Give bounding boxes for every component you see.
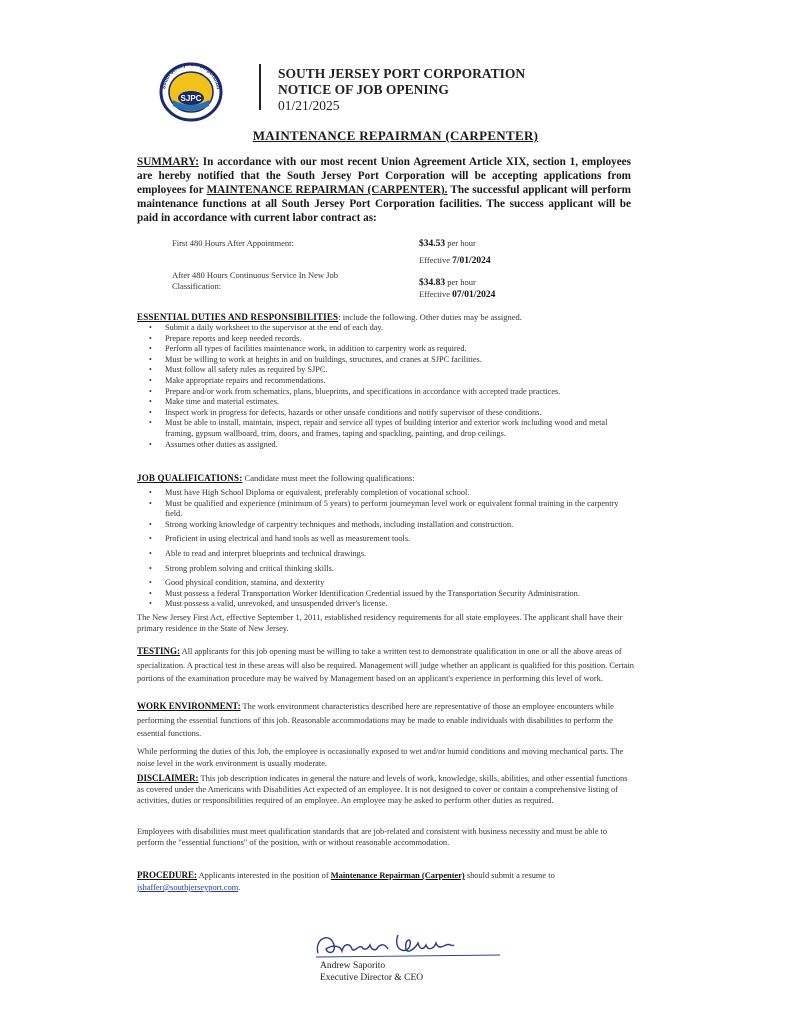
list-item: • Make appropriate repairs and recommendations. bbox=[137, 376, 637, 387]
summary-paragraph bbox=[137, 155, 631, 225]
disclaimer-paragraph bbox=[137, 773, 635, 806]
disclaimer-text: This job description indicates in general the nature and levels of work, knowledge, skills, abilities, and other essential functions as covered under the Americans with Disabilities Act expected of an employee. It is not designed to cover or contain a comprehensive listing of activities, duties or responsibilities required of an employee. An employee may be asked to perform other duties as required. bbox=[137, 774, 628, 805]
sjpc-logo bbox=[155, 58, 227, 122]
letterhead bbox=[278, 66, 525, 114]
list-item: • Submit a daily worksheet to the supervisor at the end of each day. bbox=[137, 323, 637, 334]
list-item: • Perform all types of facilities maintenance work, in addition to carpentry work as required. bbox=[137, 344, 637, 355]
summary-label: SUMMARY: bbox=[137, 156, 199, 168]
pay-row1-rate: $34.53 per hour bbox=[419, 238, 476, 249]
list-item: • Able to read and interpret blueprints and technical drawings. bbox=[137, 549, 637, 560]
pay-row2-effective: Effective 07/01/2024 bbox=[419, 289, 496, 300]
logo-initials: SJPC bbox=[180, 94, 202, 103]
header-divider bbox=[259, 64, 261, 110]
list-item: • Must possess a valid, unrevoked, and unsuspended driver's license. bbox=[137, 599, 637, 610]
signer-title: Executive Director & CEO bbox=[320, 973, 424, 983]
signer-name: Andrew Saporito bbox=[320, 961, 386, 971]
qualifications-list bbox=[137, 488, 637, 610]
summary-position: MAINTENANCE REPAIRMAN (CARPENTER). bbox=[206, 184, 448, 196]
list-item: • Make time and material estimates. bbox=[137, 397, 637, 408]
list-item: • Must follow all safety rules as required by SJPC. bbox=[137, 365, 637, 376]
qualifications-intro: Candidate must meet the following qualifications: bbox=[242, 473, 415, 483]
list-item: • Good physical condition, stamina, and dexterity bbox=[137, 578, 637, 589]
testing-heading: TESTING: bbox=[137, 646, 181, 656]
list-item: • Must have High School Diploma or equivalent, preferably completion of vocational school. bbox=[137, 488, 637, 499]
signature-block bbox=[320, 960, 423, 984]
environment-heading: WORK ENVIRONMENT: bbox=[137, 701, 241, 711]
list-item: • Must be willing to work at heights in and on buildings, structures, and cranes at SJPC facilities. bbox=[137, 355, 637, 366]
pay-row2-rate: $34.83 per hour bbox=[419, 277, 476, 288]
notice-date: 01/21/2025 bbox=[278, 98, 340, 113]
disclaimer-heading: DISCLAIMER: bbox=[137, 773, 199, 783]
qualifications-section bbox=[137, 473, 637, 610]
list-item: • Inspect work in progress for defects, hazards or other unsafe conditions and notify supervisor of these conditions. bbox=[137, 408, 637, 419]
pay-row1-effective: Effective 7/01/2024 bbox=[419, 255, 491, 266]
pay-row2-label: After 480 Hours Continuous Service In New Job Classification: bbox=[172, 270, 338, 291]
list-item: • Must be able to install, maintain, inspect, repair and service all types of building interior and exterior work including wood and metal framing, gypsum wallboard, trim, doors, and frames, taping and spackling, painting, and drop ceilings. bbox=[137, 418, 637, 439]
duties-heading: ESSENTIAL DUTIES AND RESPONSIBILITIES bbox=[137, 312, 339, 322]
procedure-end: . bbox=[238, 883, 241, 892]
procedure-position: Maintenance Repairman (Carpenter) bbox=[330, 871, 465, 880]
org-name: SOUTH JERSEY PORT CORPORATION bbox=[278, 66, 526, 81]
testing-paragraph bbox=[137, 645, 635, 686]
qualifications-heading: JOB QUALIFICATIONS: bbox=[137, 473, 243, 483]
duties-section bbox=[137, 312, 637, 450]
testing-text: All applicants for this job opening must be willing to take a written test to demonstrate qualification in one or all the above areas of specialization. A practical test in these areas will also be required. Management will judge whether an applicant is qualified for this position. Certain portions of the examination procedure may be waived by Management based on an applicant's experience in performing this level of work. bbox=[137, 647, 634, 683]
environment-text: The work environment characteristics described here are representative of those an employee encounters while performing the essential functions of this job. Reasonable accommodations may be made to enable individuals with disabilities to perform the essential functions. bbox=[137, 702, 614, 738]
summary-text-2: The successful applicant will perform maintenance functions at all South Jersey Port Corporation facilities. The success applicant will be paid in accordance with current labor contract as: bbox=[137, 184, 631, 224]
list-item: • Assumes other duties as assigned. bbox=[137, 440, 637, 451]
list-item: • Must be qualified and experience (minimum of 5 years) to perform journeyman level work or equivalent formal training in the carpentry field. bbox=[137, 499, 637, 520]
procedure-paragraph bbox=[137, 869, 635, 894]
list-item: • Prepare reports and keep needed records. bbox=[137, 334, 637, 345]
list-item: • Must possess a federal Transportation Worker Identification Credential issued by the Transportation Security Administration. bbox=[137, 589, 637, 600]
list-item: • Proficient in using electrical and hand tools as well as measurement tools. bbox=[137, 534, 637, 545]
environment-paragraph-2: While performing the duties of this Job, the employee is occasionally exposed to wet and/or humid conditions and moving mechanical parts. The noise level in the work environment is usually moderate. bbox=[137, 747, 624, 768]
summary-text: In accordance with our most recent Union Agreement Article XIX, section 1, employees are hereby notified that the South Jersey Port Corporation will be accepting applications from employees for bbox=[137, 156, 631, 196]
email-link[interactable]: jshaffer@southjerseyport.com bbox=[137, 883, 239, 892]
notice-label: NOTICE OF JOB OPENING bbox=[278, 82, 449, 97]
procedure-text-2: should submit a resume to bbox=[464, 871, 555, 880]
logo-ring-text: South Jersey Port Corporation bbox=[161, 61, 221, 90]
procedure-heading: PROCEDURE: bbox=[137, 870, 197, 880]
duties-intro: : include the following. Other duties may be assigned. bbox=[338, 312, 522, 322]
signature-image bbox=[312, 925, 502, 961]
environment-paragraph bbox=[137, 700, 635, 741]
disabilities-paragraph: Employees with disabilities must meet qualification standards that are job-related and consistent with business necessity and must be able to perform the "essential functions" of the position, with or without reasonable accommodation. bbox=[137, 827, 608, 847]
residency-paragraph: The New Jersey First Act, effective September 1, 2011, established residency requirements for all state employees. The applicant shall have their primary residence in the State of New Jersey. bbox=[137, 613, 623, 633]
duties-list bbox=[137, 323, 637, 450]
list-item: • Strong problem solving and critical thinking skills. bbox=[137, 564, 637, 575]
procedure-text: Applicants interested in the position of bbox=[197, 871, 331, 880]
job-title: MAINTENANCE REPAIRMAN (CARPENTER) bbox=[252, 128, 539, 143]
pay-row1-label: First 480 Hours After Appointment: bbox=[172, 238, 294, 248]
list-item: • Strong working knowledge of carpentry techniques and methods, including installation and construction. bbox=[137, 520, 637, 531]
list-item: • Prepare and/or work from schematics, plans, blueprints, and specifications in accordance with accepted trade practices. bbox=[137, 387, 637, 398]
